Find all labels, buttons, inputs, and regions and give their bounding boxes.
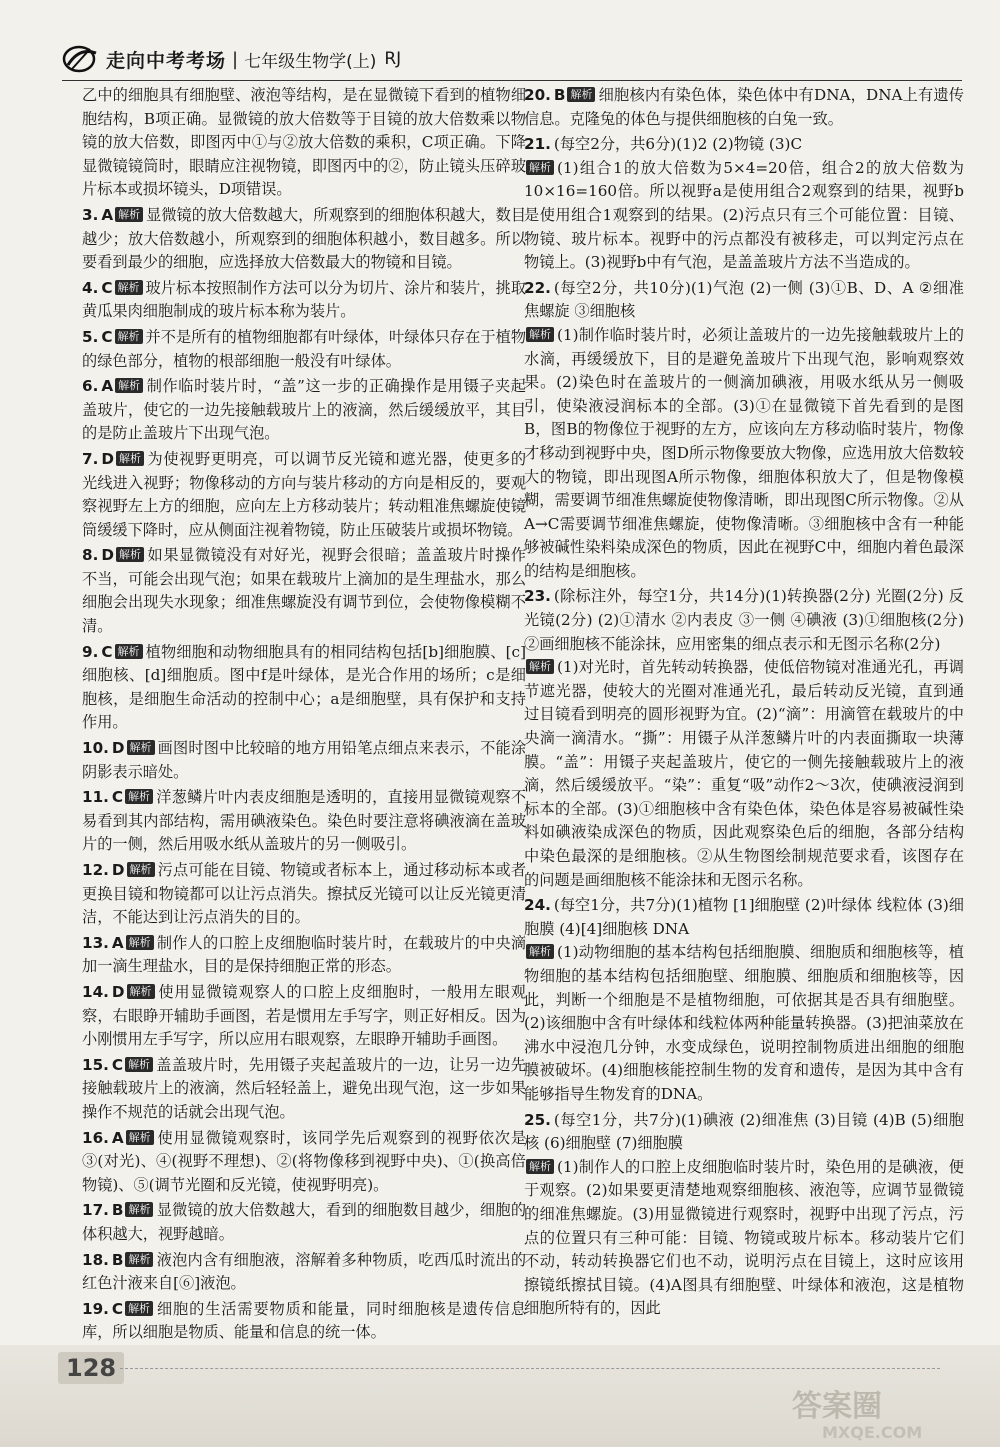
answer-summary: (每空2分，共10分)(1)气泡 (2)一侧 (3)①B、D、A ②细准焦螺旋 ③细胞核	[524, 278, 964, 321]
analysis-tag: 解析	[526, 327, 554, 342]
subject-title: 七年级生物学(上)	[244, 51, 377, 72]
right-column	[524, 84, 964, 1323]
answer-choice: A	[101, 205, 114, 224]
analysis-text: 细胞的生活需要物质和能量，同时细胞核是遗传信息库，所以细胞是物质、能量和信息的统一体。	[82, 1299, 526, 1342]
answer-choice: C	[101, 642, 113, 661]
answer-item	[82, 204, 526, 275]
answer-summary: (每空1分，共7分)(1)碘液 (2)细准焦 (3)目镜 (4)B (5)细胞核 (6)细胞壁 (7)细胞膜	[524, 1110, 964, 1153]
answer-item	[82, 786, 526, 857]
answer-item	[82, 981, 526, 1052]
analysis-text: 乙中的细胞具有细胞壁、液泡等结构，是在显微镜下看到的植物细胞结构，B项正确。显微镜的放大倍数等于目镜的放大倍数乘以物镜的放大倍数，即图丙中①与②放大倍数的乘积，C项正确。下降显微镜镜筒时，眼睛应注视物镜，即图丙中的②，防止镜头压碎玻片标本或损坏镜头，D项错误。	[82, 86, 526, 199]
question-number: 15.	[82, 1055, 109, 1074]
analysis-text: 玻片标本按照制作方法可以分为切片、涂片和装片，挑取黄瓜果肉细胞制成的玻片标本称为装片。	[82, 278, 526, 321]
analysis-text: 细胞核内有染色体，染色体中有DNA，DNA上有遗传信息。克隆兔的体色与提供细胞核的白兔一致。	[524, 86, 964, 128]
page-number: 128	[58, 1352, 124, 1384]
question-number: 9.	[82, 642, 99, 661]
answer-item	[524, 1109, 964, 1321]
answer-item	[82, 1199, 526, 1246]
question-number: 12.	[82, 861, 109, 879]
answer-choice: C	[101, 327, 113, 346]
analysis-text: 使用显微镜观察人的口腔上皮细胞时，一般用左眼观察，右眼睁开辅助手画图，若是惯用左手写字，则正好相反。因为小刚惯用左手写字，所以应用右眼观察，左眼睁开辅助手画图。	[82, 982, 526, 1049]
analysis-tag: 解析	[526, 160, 554, 175]
analysis-text: 液泡内含有细胞液，溶解着多种物质，吃西瓜时流出的红色汁液来自[⑥]液泡。	[82, 1250, 526, 1293]
answer-choice: C	[111, 788, 124, 807]
answer-item	[524, 894, 964, 1106]
answer-choice: B	[111, 1201, 124, 1220]
analysis-tag: 解析	[127, 984, 155, 999]
analysis-text: (1)制作人的口腔上皮细胞临时装片时，染色用的是碘液，便于观察。(2)如果要更清楚地观察细胞核、液泡等，应调节显微镜的细准焦螺旋。(3)用显微镜进行观察时，视野中出现了污点，污点的位置只有三种可能：目镜、物镜或玻片标本。移动装片它们不动，转动转换器它们也不动，说明污点在目镜上，这时应该用擦镜纸擦拭目镜。(4)A图具有细胞壁、叶绿体和液泡，这是植物细胞所特有的，因此	[524, 1157, 964, 1318]
question-number: 11.	[82, 788, 109, 807]
answer-choice: A	[111, 1128, 124, 1147]
question-number: 16.	[82, 1128, 109, 1147]
answer-item	[82, 326, 526, 373]
analysis-text: 并不是所有的植物细胞都有叶绿体，叶绿体只存在于植物的绿色部分，植物的根部细胞一般没有叶绿体。	[82, 327, 526, 370]
question-number: 23.	[524, 587, 551, 606]
answer-choice: D	[111, 982, 125, 1001]
question-number: 25.	[524, 1110, 551, 1129]
answer-item	[82, 448, 526, 542]
question-number: 17.	[82, 1201, 109, 1220]
question-number: 6.	[82, 377, 99, 396]
answer-item	[524, 277, 964, 584]
analysis-tag: 解析	[115, 329, 143, 344]
analysis-tag: 解析	[116, 451, 144, 466]
analysis-tag: 解析	[125, 1057, 153, 1072]
watermark-url: MXQE.COM	[822, 1423, 923, 1442]
analysis-text: 污点可能在目镜、物镜或者标本上，通过移动标本或者更换目镜和物镜都可以让污点消失。擦拭反光镜可以让反光镜更清洁，不能达到让污点消失的目的。	[82, 861, 526, 927]
analysis-tag: 解析	[567, 87, 595, 102]
answer-item	[82, 859, 526, 930]
analysis-text: (1)动物细胞的基本结构包括细胞膜、细胞质和细胞核等，植物细胞的基本结构包括细胞壁、细胞膜、细胞质和细胞核等，因此，判断一个细胞是不是植物细胞，可依据其是否具有细胞壁。(2)该细胞中含有叶绿体和线粒体两种能量转换器。(3)把油菜放在沸水中浸泡几分钟，水变成绿色，说明控制物质进出细胞的细胞膜被破坏。(4)细胞核能控制生物的发育和遗传，是因为其中含有能够指导生物发育的DNA。	[524, 943, 964, 1103]
analysis-text: 显微镜的放大倍数越大，看到的细胞数目越少，细胞的体积越大，视野越暗。	[82, 1201, 526, 1243]
analysis-text: 为使视野更明亮，可以调节反光镜和遮光器，使更多的光线进入视野；物像移动的方向与装片移动的方向是相反的，要观察视野左上方的细胞，应向左上方移动装片；转动粗准焦螺旋使镜筒缓缓下降时，应从侧面注视着物镜，防止压破装片或损坏物镜。	[82, 449, 526, 539]
answer-choice: C	[111, 1299, 124, 1318]
question-number: 7.	[82, 449, 99, 468]
analysis-tag: 解析	[116, 547, 144, 562]
answer-item	[524, 585, 964, 892]
answer-item	[82, 375, 526, 446]
logo-icon	[62, 43, 100, 75]
answer-item	[82, 1298, 526, 1345]
answer-choice: B	[553, 86, 566, 104]
question-number: 22.	[524, 278, 551, 297]
analysis-tag: 解析	[127, 862, 155, 877]
left-column	[82, 84, 526, 1347]
answer-item	[82, 544, 526, 638]
analysis-tag: 解析	[125, 1252, 153, 1267]
answer-item	[82, 1054, 526, 1125]
question-number: 3.	[82, 205, 99, 224]
analysis-text: 制作临时装片时，“盖”这一步的正确操作是用镊子夹起盖玻片，使它的一边先接触载玻片上的液滴，然后缓缓放平，其目的是防止盖玻片下出现气泡。	[82, 377, 526, 443]
answer-item	[524, 133, 964, 275]
analysis-tag: 解析	[125, 789, 153, 804]
answer-choice: C	[101, 278, 113, 297]
answer-choice: A	[101, 377, 114, 396]
analysis-tag: 解析	[126, 1130, 154, 1145]
analysis-tag: 解析	[526, 944, 554, 959]
analysis-tag: 解析	[115, 280, 143, 295]
analysis-text: (1)对光时，首先转动转换器，使低倍物镜对准通光孔，再调节遮光器，使较大的光圈对准通光孔，最后转动反光镜，直到通过目镜看到明亮的圆形视野为宜。(2)“滴”：用滴管在载玻片的中央滴一滴清水。“撕”：用镊子从洋葱鳞片叶的内表面撕取一块薄膜。“盖”：用镊子夹起盖玻片，使它的一侧先接触载玻片上的液滴，然后缓缓放平。“染”：重复“吸”动作2～3次，使碘液浸润到标本的全部。(3)①细胞核中含有染色体，染色体是容易被碱性染料如碘液染成深色的物质，因此观察染色后的细胞，各部分结构中染色最深的是细胞核。②从生物图绘制规范要求看，该图存在的问题是画细胞核不能涂抹和无图示名称。	[524, 658, 964, 889]
header-separator: |	[232, 48, 239, 70]
answer-choice: C	[111, 1055, 124, 1074]
answer-item	[82, 1127, 526, 1198]
answer-choice: A	[111, 933, 124, 952]
analysis-tag: 解析	[115, 378, 143, 393]
footer-divider	[120, 1368, 940, 1369]
analysis-tag: 解析	[127, 740, 155, 755]
answer-choice: D	[101, 449, 114, 468]
analysis-text: 画图时图中比较暗的地方用铅笔点细点来表示，不能涂阴影表示暗处。	[82, 739, 526, 781]
analysis-text: (1)制作临时装片时，必须让盖玻片的一边先接触载玻片上的水滴，再缓缓放下，目的是避免盖玻片下出现气泡，影响观察效果。(2)染色时在盖玻片的一侧滴加碘液，用吸水纸从另一侧吸引，使染液浸润标本的全部。(3)①在显微镜下首先看到的是图B，图B的物像位于视野的左方，应该向左方移动临时装片，物像才移动到视野中央，图D所示物像要放大物像，应选用放大倍数较大的物镜，即出现图A所示物像，细胞体积放大了，但是物像模糊，需要调节细准焦螺旋使物像清晰，即出现图C所示物像。②从A→C需要调节细准焦螺旋，使物像清晰。③细胞核中含有一种能够被碱性染料染成深色的物质，因此在视野C中，细胞内着色最深的结构是细胞核。	[524, 325, 964, 580]
answer-item	[82, 84, 526, 202]
analysis-text: 如果显微镜没有对好光，视野会很暗；盖盖玻片时操作不当，可能会出现气泡；如果在载玻片上滴加的是生理盐水，那么细胞会出现失水现象；细准焦螺旋没有调节到位，会使物像模糊不清。	[82, 546, 526, 636]
edition-label: RJ	[384, 49, 402, 69]
answer-summary: (每空1分，共7分)(1)植物 [1]细胞壁 (2)叶绿体 线粒体 (3)细胞膜 (4)[4]细胞核 DNA	[524, 896, 964, 938]
analysis-tag: 解析	[115, 207, 143, 222]
question-number: 8.	[82, 546, 99, 565]
question-number: 5.	[82, 327, 99, 346]
question-number: 21.	[524, 135, 551, 154]
answer-choice: D	[111, 861, 125, 879]
page-header	[62, 38, 962, 81]
answer-summary: (除标注外，每空1分，共14分)(1)转换器(2分) 光圈(2分) 反光镜(2分) (2)①清水 ②内表皮 ③一侧 ④碘液 (3)①细胞核(2分) ②画细胞核不能涂抹，应用密集的细点表示和无图示名称(2分)	[524, 587, 964, 653]
analysis-text: 制作人的口腔上皮细胞临时装片时，在载玻片的中央滴加一滴生理盐水，目的是保持细胞正常的形态。	[82, 933, 526, 976]
analysis-text: (1)组合1的放大倍数为5×4=20倍，组合2的放大倍数为10×16=160倍。所以视野a是使用组合2观察到的结果，视野b是使用组合1观察到的结果。(2)污点只有三个可能位置：目镜、物镜、玻片标本。视野中的污点都没有被移走，可以判定污点在物镜上。(3)视野b中有气泡，是盖盖玻片方法不当造成的。	[524, 158, 964, 272]
watermark-title: 答案圈	[792, 1389, 882, 1424]
answer-item	[82, 737, 526, 784]
answer-item	[82, 641, 526, 735]
analysis-tag: 解析	[526, 1159, 554, 1174]
watermark-logo	[782, 1382, 982, 1442]
question-number: 18.	[82, 1250, 109, 1269]
analysis-tag: 解析	[126, 935, 154, 950]
question-number: 24.	[524, 896, 551, 915]
answer-item	[82, 277, 526, 324]
question-number: 13.	[82, 933, 109, 952]
analysis-text: 显微镜的放大倍数越大，所观察到的细胞体积越大，数目越少；放大倍数越小，所观察到的细胞体积越小，数目越多。所以要看到最少的细胞，应选择放大倍数最大的物镜和目镜。	[82, 205, 526, 272]
question-number: 20.	[524, 86, 551, 104]
analysis-text: 使用显微镜观察时，该同学先后观察到的视野依次是③(对光)、④(视野不理想)、②(将物像移到视野中央)、①(换高倍物镜)、⑤(调节光圈和反光镜，使视野明亮)。	[82, 1128, 526, 1194]
brand-title: 走向中考考场	[106, 49, 227, 72]
question-number: 10.	[82, 739, 109, 758]
answer-item	[82, 932, 526, 979]
analysis-tag: 解析	[125, 1301, 153, 1316]
answer-item	[82, 1249, 526, 1296]
question-number: 4.	[82, 278, 99, 297]
answer-choice: B	[111, 1250, 124, 1269]
answer-summary: (每空2分，共6分)(1)2 (2)物镜 (3)C	[553, 135, 803, 154]
analysis-text: 洋葱鳞片叶内表皮细胞是透明的，直接用显微镜观察不易看到其内部结构，需用碘液染色。染色时要注意将碘液滴在盖玻片的一侧，然后用吸水纸从盖玻片的另一侧吸引。	[82, 788, 526, 854]
answer-choice: D	[101, 546, 114, 565]
answer-item	[524, 84, 964, 131]
analysis-tag: 解析	[115, 644, 143, 659]
analysis-text: 盖盖玻片时，先用镊子夹起盖玻片的一边，让另一边先接触载玻片上的液滴，然后轻轻盖上，避免出现气泡，这一步如果操作不规范的话就会出现气泡。	[82, 1055, 526, 1121]
question-number: 14.	[82, 982, 109, 1001]
analysis-text: 植物细胞和动物细胞具有的相同结构包括[b]细胞膜、[c]细胞核、[d]细胞质。图中f是叶绿体，是光合作用的场所；c是细胞核，是细胞生命活动的控制中心；a是细胞壁，具有保护和支持作用。	[82, 642, 526, 732]
analysis-tag: 解析	[125, 1202, 153, 1217]
answer-choice: D	[111, 739, 125, 758]
question-number: 19.	[82, 1299, 109, 1318]
analysis-tag: 解析	[526, 659, 554, 674]
